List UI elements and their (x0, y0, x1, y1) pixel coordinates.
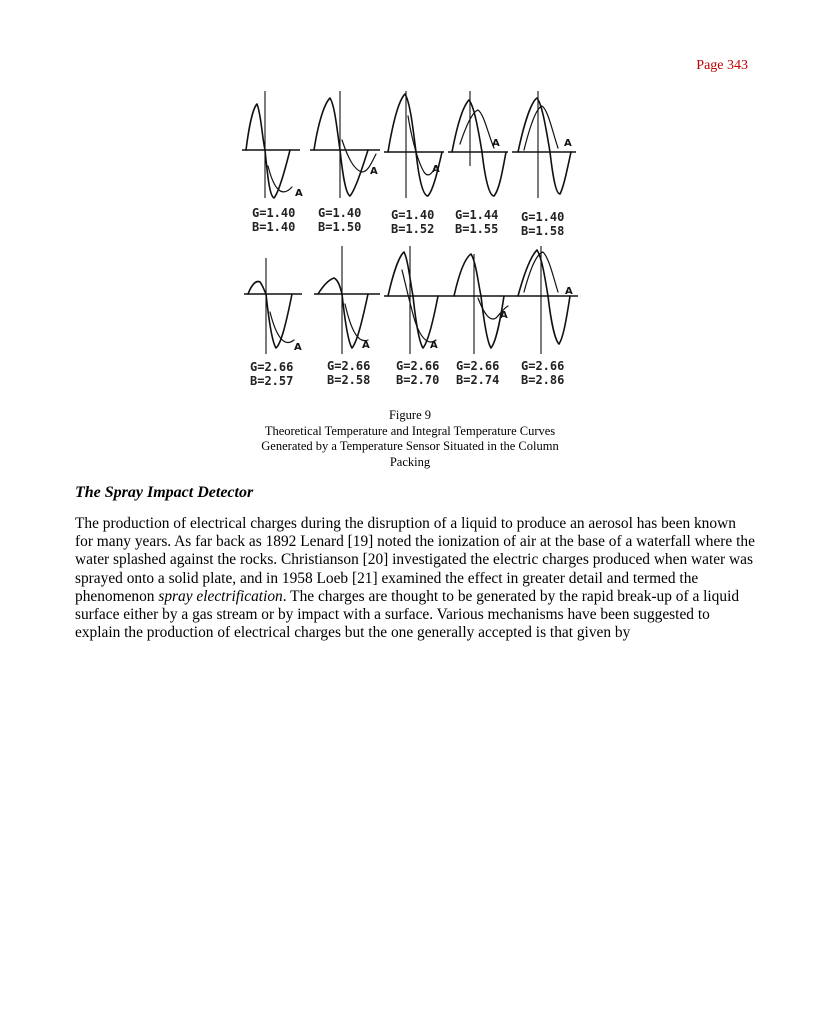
panel-3-g-label: G=1.40 (391, 208, 435, 222)
panel-4-g-label: G=1.44 (455, 208, 499, 222)
curve-panel-10 (514, 246, 578, 354)
panel-1-g-label: G=1.40 (252, 206, 296, 220)
temperature-curve (388, 252, 438, 348)
curve-marker-a: A (564, 138, 572, 149)
curve-panel-4 (448, 91, 508, 196)
body-paragraph (75, 515, 755, 642)
curve-marker-a: A (370, 166, 378, 177)
curve-panel-6 (244, 258, 302, 354)
caption-line: Generated by a Temperature Sensor Situated in the Column (261, 439, 559, 453)
figure-caption (240, 408, 580, 470)
integral-temperature-curve (268, 166, 292, 192)
temperature-curve (388, 94, 442, 196)
section-heading: The Spray Impact Detector (75, 484, 254, 501)
curve-marker-a: A (430, 340, 438, 351)
paragraph-text: The production of electrical charges during the disruption of a liquid to produce an aerosol has been known for many years. As far back as 1892 Lenard [19] noted the ionization of air at the base of a waterfall where the water splashed against the rocks. Christianson [20] investigated the electric charges produced when water was sprayed onto a solid plate, and in 1958 Loeb [21] examined the effect in greater detail and termed the phenomenon (75, 515, 755, 605)
curve-panel-3 (384, 91, 444, 198)
panel-2-g-label: G=1.40 (318, 206, 362, 220)
temperature-curve (318, 278, 368, 348)
curve-marker-a: A (294, 342, 302, 353)
panel-9-b-label: B=2.74 (456, 373, 500, 387)
panel-7-b-label: B=2.58 (327, 373, 371, 387)
curve-marker-a: A (565, 286, 573, 297)
panel-3-b-label: B=1.52 (391, 222, 435, 236)
curve-panel-5 (512, 91, 576, 198)
temperature-curve (248, 282, 292, 349)
panel-5-g-label: G=1.40 (521, 210, 565, 224)
caption-line: Packing (389, 454, 431, 469)
curve-marker-a: A (500, 310, 508, 321)
panel-10-g-label: G=2.66 (521, 359, 565, 373)
figure-9-curves (238, 86, 584, 392)
curve-panel-2 (310, 91, 380, 198)
curve-panel-8 (384, 246, 450, 354)
page-number: Page 343 (696, 58, 748, 73)
panel-10-b-label: B=2.86 (521, 373, 565, 387)
curve-panel-1 (242, 91, 303, 199)
panel-6-g-label: G=2.66 (250, 360, 294, 374)
temperature-curves-graphic (238, 86, 584, 392)
temperature-curve (246, 104, 290, 198)
panel-8-b-label: B=2.70 (396, 373, 440, 387)
caption-line: Theoretical Temperature and Integral Temperature Curves (264, 423, 556, 438)
panel-1-b-label: B=1.40 (252, 220, 296, 234)
panel-7-g-label: G=2.66 (327, 359, 371, 373)
panel-5-b-label: B=1.58 (521, 224, 565, 238)
figure-number: Figure 9 (388, 408, 431, 422)
integral-temperature-curve (402, 270, 436, 342)
panel-2-b-label: B=1.50 (318, 220, 362, 234)
curve-panel-7 (314, 246, 380, 354)
emphasized-term: spray electrification (158, 587, 283, 605)
paragraph-text: . The charges are thought to be generated by the rapid break-up of a liquid surface either by a gas stream or by impact with a surface. Various mechanisms have been suggested to explain the production of electrical charges but the one generally accepted is that given by (75, 587, 740, 642)
panel-9-g-label: G=2.66 (456, 359, 500, 373)
curve-marker-a: A (362, 340, 370, 351)
panel-6-b-label: B=2.57 (250, 374, 294, 388)
curve-marker-a: A (492, 138, 500, 149)
temperature-curve (518, 250, 570, 344)
panel-4-b-label: B=1.55 (455, 222, 499, 236)
curve-panel-9 (450, 254, 514, 354)
temperature-curve (314, 98, 368, 196)
panel-8-g-label: G=2.66 (396, 359, 440, 373)
curve-marker-a: A (432, 164, 440, 175)
curve-marker-a: A (295, 188, 303, 199)
